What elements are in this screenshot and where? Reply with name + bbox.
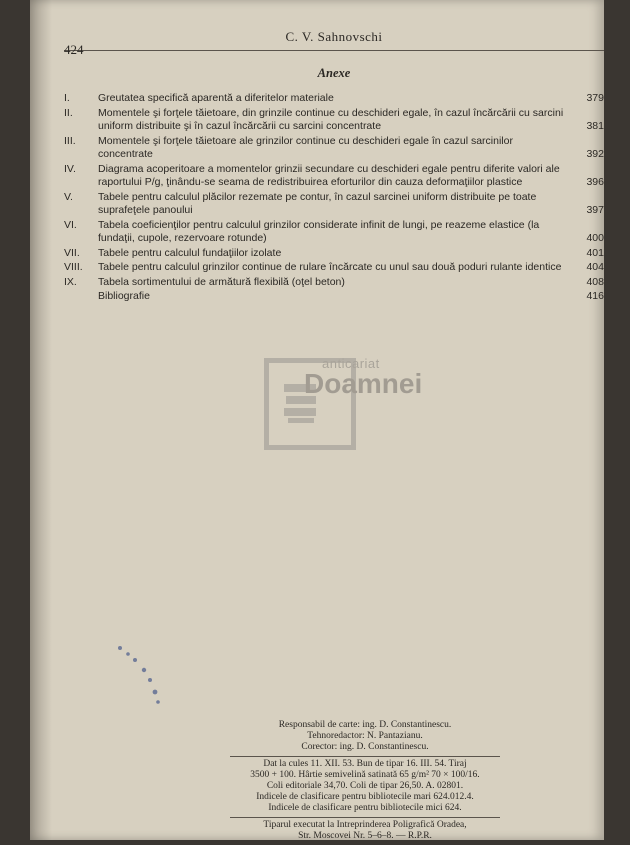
toc-entry — [64, 219, 604, 246]
book-page — [30, 0, 604, 840]
toc-entry — [64, 191, 604, 218]
imprint-credits — [230, 718, 500, 757]
toc-entry — [64, 290, 604, 304]
toc-entry-page: 392 — [586, 148, 604, 160]
toc-entry-number: IX. — [64, 275, 77, 288]
toc-entry-page: 396 — [586, 176, 604, 188]
toc-entry-page: 401 — [586, 246, 604, 259]
imprint-print-details — [230, 757, 500, 818]
toc-entry — [64, 247, 604, 261]
toc-entry — [64, 92, 604, 106]
page-header — [64, 26, 604, 57]
toc-entry-title: Tabele pentru calculul plăcilor rezemate pe contur, în cazul sarcinei uniform distribuite pe toate suprafeţele panoului — [98, 190, 537, 216]
toc-entry-page: 397 — [586, 204, 604, 216]
toc-entry-number: II. — [64, 106, 73, 119]
toc-entry-number: III. — [64, 134, 76, 147]
imprint-printer-line: Tiparul executat la Intreprinderea Poligrafică Oradea, — [263, 820, 467, 830]
toc-entry-page: 408 — [586, 275, 604, 288]
watermark-small-text: anticariat — [322, 356, 380, 371]
imprint-detail-line: 3500 + 100. Hârtie semivelină satinată 65 g/m² 70 × 100/16. — [250, 770, 480, 780]
imprint-detail-line: Indicele de clasificare pentru bibliotecile mari 624.012.4. — [256, 792, 474, 802]
toc-entry — [64, 163, 604, 190]
spine-shadow — [30, 0, 52, 840]
toc-entry-page: 404 — [586, 261, 604, 273]
toc-entry-title: Tabela coeficienţilor pentru calculul grinzilor considerate infinit de lungi, pe reazeme elastice (la fundaţii, cupole, rezervoare rotunde) — [98, 218, 540, 244]
imprint-detail-line: Dat la cules 11. XII. 53. Bun de tipar 16. III. 54. Tiraj — [263, 759, 467, 769]
imprint-detail-line: Coli editoriale 34,70. Coli de tipar 26,50. A. 02801. — [266, 781, 464, 791]
running-head: C. V. Sahnovschi — [285, 29, 383, 44]
imprint-credit-line: Tehnoredactor: N. Pantazianu. — [307, 731, 423, 741]
toc-entry-page: 416 — [586, 290, 604, 302]
toc-entry-title: Tabela sortimentului de armătură flexibilă (oţel beton) — [98, 275, 345, 288]
toc-entry-page: 381 — [586, 120, 604, 132]
table-of-contents — [64, 92, 604, 305]
toc-entry-title: Greutatea specifică aparentă a diferitelor materiale — [98, 92, 334, 104]
toc-entry-title: Tabele pentru calculul fundaţiilor izolate — [98, 246, 282, 259]
imprint-printer-line: Str. Moscovei Nr. 5–6–8. — R.P.R. — [298, 831, 432, 841]
toc-entry-page: 400 — [586, 232, 604, 244]
toc-entry-number: I. — [64, 92, 70, 104]
toc-entry — [64, 261, 604, 275]
toc-entry-number: VI. — [64, 218, 77, 231]
section-title: Anexe — [317, 66, 351, 80]
toc-entry-title: Momentele şi forţele tăietoare, din grinzile continue cu deschideri egale, în cazul încărcării cu sarcini uniform distribuite şi în cazul încărcării cu sarcini concentrate — [98, 106, 564, 132]
imprint-credit-line: Responsabil de carte: ing. D. Constantinescu. — [278, 720, 452, 730]
watermark-large-text: Doamnei — [304, 368, 423, 399]
imprint-credit-line: Corector: ing. D. Constantinescu. — [301, 742, 429, 752]
toc-entry-number: IV. — [64, 162, 76, 175]
ink-marks — [110, 640, 180, 720]
toc-entry — [64, 135, 604, 162]
toc-entry-title: Momentele şi forţele tăietoare ale grinzilor continue cu deschideri egale în cazul sarcinilor concentrate — [98, 134, 513, 160]
toc-entry-title: Tabele pentru calculul grinzilor continue de rulare încărcate cu unul sau două poduri rulante identice — [98, 261, 562, 273]
toc-entry-number: V. — [64, 190, 73, 203]
toc-entry-page: 379 — [586, 92, 604, 104]
watermark-logo — [264, 350, 423, 460]
toc-entry — [64, 276, 604, 290]
toc-entry-title: Diagrama acoperitoare a momentelor grinzii secundare cu deschideri egale pentru diferite valori ale raportului P/g, ţinându-se seama de redistribuirea eforturilor din cauza deformaţiilor plastice — [98, 162, 560, 188]
toc-entry-number: VII. — [64, 246, 80, 259]
toc-entry-title: Bibliografie — [98, 290, 150, 302]
toc-entry-number: VIII. — [64, 261, 83, 273]
imprint-detail-line: Indicele de clasificare pentru bibliotecile mici 624. — [268, 803, 462, 813]
toc-entry — [64, 107, 604, 134]
imprint-printer — [230, 818, 500, 845]
page-number: 424 — [64, 42, 84, 57]
imprint — [230, 718, 500, 845]
